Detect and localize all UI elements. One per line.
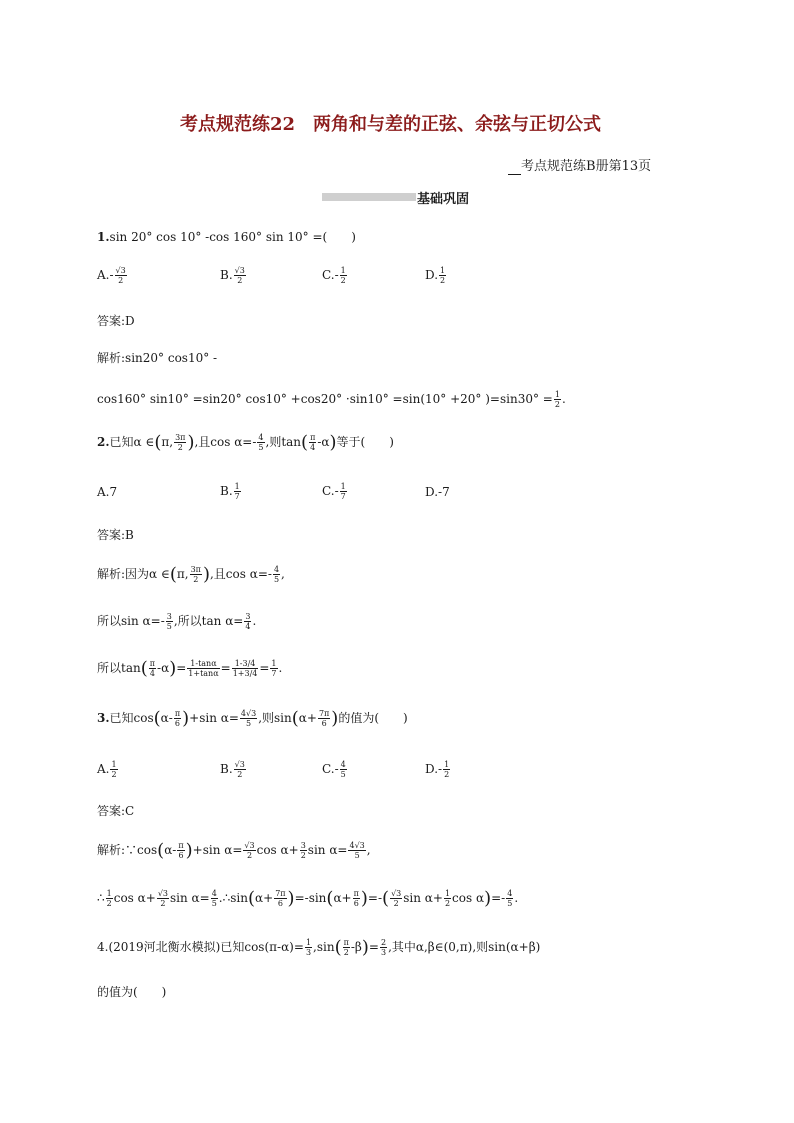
q3-option-d: D.- $\frac{1}{2}$: [425, 760, 450, 779]
page-title: 考点规范练22 两角和与差的正弦、余弦与正切公式: [180, 114, 602, 135]
reference-text: 考点规范练B册第13页: [521, 159, 652, 174]
question-2: 2.已知α ∈(π, $\frac{3\pi}{2}$ ),且cos α=- $\frac{4}{5}$ ,则tan( $\frac{\pi}{4}$ -α)等于( ): [97, 432, 394, 453]
q3-option-b: B. $\frac{√3}{2}$: [220, 760, 245, 779]
q3-answer: 答案:C: [97, 804, 135, 818]
q2-solution-line2: 所以sin α=- $\frac{3}{5}$ ,所以tan α= $\frac{3}{4}$ .: [97, 612, 257, 631]
reference-underline: [508, 159, 521, 175]
question-4-line2: 的值为( ): [97, 985, 167, 999]
question-3: 3.已知cos(α- $\frac{\pi}{6}$ )+sin α= $\frac{4√3}{5}$ ,则sin(α+ $\frac{7\pi}{6}$ )的值为( ): [97, 708, 408, 729]
question-3-number: 3.: [97, 711, 110, 725]
q1-option-a: A.- $\frac{√3}{2}$: [97, 266, 126, 285]
q3-option-a: A. $\frac{1}{2}$: [97, 760, 117, 779]
q3-option-c: C.- $\frac{4}{5}$: [322, 760, 346, 779]
q1-solution-line1: 解析:sin20° cos10° -: [97, 351, 218, 365]
q3-solution-line2: ∴ $\frac{1}{2}$ cos α+ $\frac{√3}{2}$ sin α= $\frac{4}{5}$ .∴sin(α+ $\frac{7\pi}{6}$ )=-sin(α+ $\frac{\pi}{6}$ )=-( $\frac{√3}{2}$ sin α+ $\frac{1}{2}$ cos α)=- $\frac{4}{5}$ .: [97, 888, 519, 909]
q2-solution-line3: 所以tan( $\frac{\pi}{4}$ -α)= $\frac{1-\tan\alpha}{1+\tan\alpha}$ = $\frac{1-3/4}{1+3/4}$ = $\frac{1}{7}$ .: [97, 658, 283, 679]
book-reference: [508, 155, 651, 174]
q2-option-c: C.- $\frac{1}{7}$: [322, 482, 346, 501]
q3-solution-line1: 解析:∵cos(α- $\frac{\pi}{6}$ )+sin α= $\frac{√3}{2}$ cos α+ $\frac{3}{2}$ sin α= $\frac{4√3}{5}$ ,: [97, 840, 371, 861]
question-4: 4.(2019河北衡水模拟)已知cos(π-α)= $\frac{1}{3}$ ,sin( $\frac{\pi}{2}$ -β)= $\frac{2}{3}$ ,其中α,β∈(0,π),则sin(α+β): [97, 937, 541, 958]
q1-answer: 答案:D: [97, 314, 135, 328]
section-heading: 基础巩固: [417, 192, 470, 207]
q1-option-c: C.- $\frac{1}{2}$: [322, 266, 346, 285]
q2-option-a: A.7: [97, 485, 118, 499]
question-1: [97, 228, 356, 245]
q1-option-b: B. $\frac{√3}{2}$: [220, 266, 245, 285]
q1-option-d: D. $\frac{1}{2}$: [425, 266, 446, 285]
q2-option-b: B. $\frac{1}{7}$: [220, 482, 240, 501]
q2-answer: 答案:B: [97, 528, 134, 542]
section-band: [322, 193, 416, 201]
q2-option-d: D.-7: [425, 485, 450, 499]
q1-solution-line2: cos160° sin10° =sin20° cos10° +cos20° ·sin10° =sin(10° +20° )=sin30° = $\frac{1}{2}$ .: [97, 390, 566, 409]
question-2-number: 2.: [97, 435, 110, 449]
q2-solution-line1: 解析:因为α ∈(π, $\frac{3\pi}{2}$ ),且cos α=- $\frac{4}{5}$ ,: [97, 564, 285, 585]
question-1-stem: sin 20° cos 10° -cos 160° sin 10° =( ): [109, 230, 356, 244]
question-1-number: 1.: [97, 230, 110, 244]
question-4-number: 4.: [97, 940, 109, 954]
